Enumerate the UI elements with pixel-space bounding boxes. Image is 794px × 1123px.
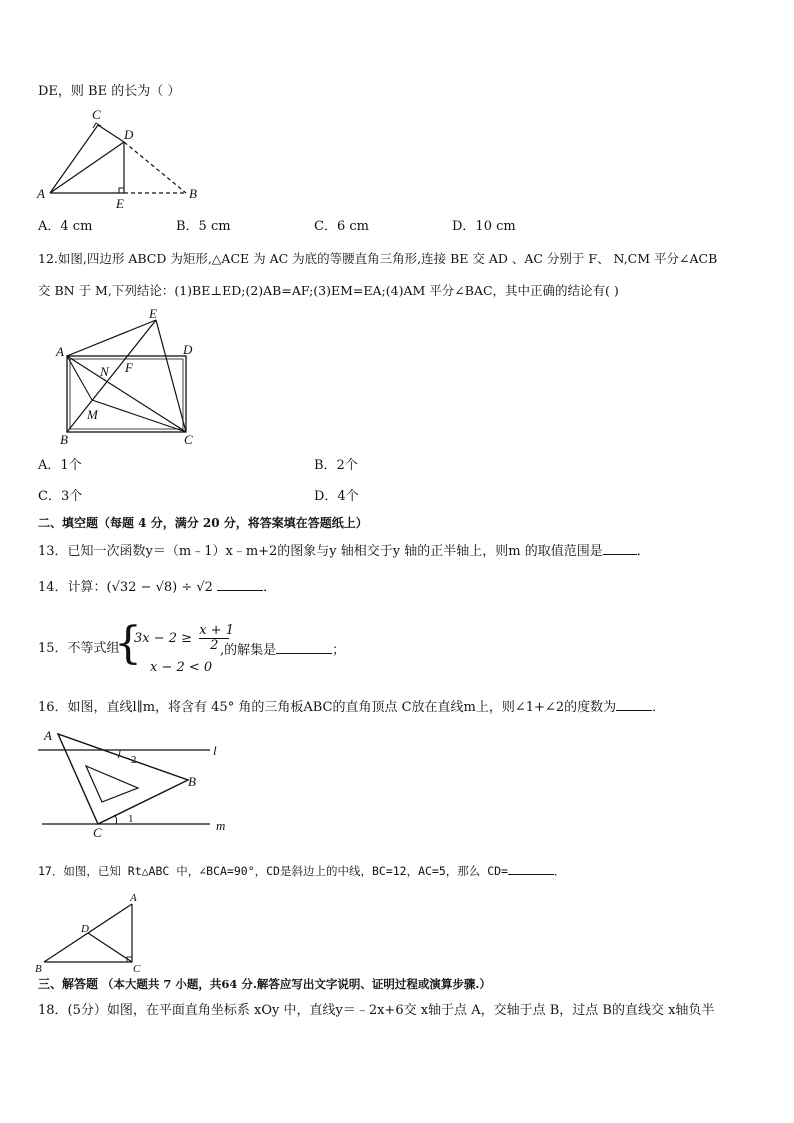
section2-title: 二、填空题（每题 4 分，满分 20 分，将答案填在答题纸上） <box>38 516 368 530</box>
q17-figure <box>34 890 154 978</box>
q11-label-E: E <box>116 196 124 211</box>
q16-parallel-lines-diagram <box>38 724 238 840</box>
q11-option-a: A．4 cm <box>38 219 93 234</box>
q12-rectangle-diagram <box>52 304 212 450</box>
q16-label-m: m <box>216 818 226 833</box>
q15-answer-blank[interactable] <box>276 641 332 654</box>
q15-suffix-line: ,的解集是 ； <box>220 643 346 658</box>
q12-text-line2: 交 BN 于 M,下列结论：(1)BE⊥ED;(2)AB=AF;(3)EM=EA;(4)AM 平分∠BAC，其中正确的结论有( ) <box>38 283 619 298</box>
q14-line: 14．计算：(√32 − √8) ÷ √2 ． <box>38 580 277 595</box>
q12-text-line1: 12.如图,四边形 ABCD 为矩形,△ACE 为 AC 为底的等腰直角三角形,连接 BE 交 AD 、AC 分别于 F、 N,CM 平分∠ACB <box>38 251 718 266</box>
q12-option-d: D．4个 <box>314 489 359 504</box>
q16-label-C: C <box>93 825 102 840</box>
q12-label-N: N <box>100 364 109 379</box>
section3-note: （本大题共 7 小题，共64 分.解答应写出文字说明、证明过程或演算步骤.） <box>101 977 491 991</box>
q16-label-2: 2 <box>131 754 137 766</box>
q17-label-B: B <box>35 963 42 975</box>
q11-option-c: C．6 cm <box>314 219 369 234</box>
q12-option-b: B．2个 <box>314 458 358 473</box>
q12-option-a: A．1个 <box>38 458 82 473</box>
q17-text: 17．如图，已知 Rt△ABC 中，∠BCA=90°，CD是斜边上的中线，BC=12，AC=5，那么 CD= <box>38 864 508 878</box>
q11-intro: DE，则 BE 的长为（ ） <box>38 84 181 99</box>
q16-text: 16．如图，直线l∥m，将含有 45° 角的三角板ABC的直角顶点 C放在直线m上，则∠1+∠2的度数为 <box>38 700 617 715</box>
q15-prefix: 15．不等式组 <box>38 641 120 656</box>
q15-ineq1: 3x − 2 ≥ $\frac{x + 1}{2}$ <box>134 623 234 653</box>
q13-text: 13．已知一次函数y＝（m﹣1）x﹣m+2的图象与y 轴相交于y 轴的正半轴上，则m 的取值范围是 <box>38 544 603 559</box>
q16-line: 16．如图，直线l∥m，将含有 45° 角的三角板ABC的直角顶点 C放在直线m上，则∠1+∠2的度数为 ． <box>38 700 666 715</box>
q12-label-M: M <box>87 407 98 422</box>
q12-option-c: C．3个 <box>38 489 83 504</box>
q16-label-A: A <box>44 728 52 743</box>
q16-figure <box>38 724 238 844</box>
q17-right-triangle-diagram <box>34 890 154 974</box>
q12-label-F: F <box>125 360 133 375</box>
q12-label-A: A <box>56 344 64 359</box>
q18-text: 18．(5分）如图，在平面直角坐标系 xOy 中，直线y＝﹣2x+6交 x轴于点 A，交轴于点 B，过点 B的直线交 x轴负半 <box>38 1003 715 1018</box>
q17-label-D: D <box>81 923 89 935</box>
q14-answer-blank[interactable] <box>217 578 263 591</box>
q11-figure <box>36 108 211 214</box>
q15-fraction: $\frac{x + 1}{2}$ <box>199 623 234 653</box>
q12-label-B: B <box>60 432 68 447</box>
q11-label-B: B <box>189 186 197 201</box>
q11-option-d: D．10 cm <box>452 219 516 234</box>
q11-triangle-diagram <box>36 108 211 210</box>
q13-answer-blank[interactable] <box>603 542 637 555</box>
q13-line: 13．已知一次函数y＝（m﹣1）x﹣m+2的图象与y 轴相交于y 轴的正半轴上，则m 的取值范围是 ． <box>38 544 650 559</box>
q11-label-C: C <box>92 107 101 122</box>
q16-label-B: B <box>188 774 196 789</box>
q15-brace: { <box>114 618 142 669</box>
q16-answer-blank[interactable] <box>616 698 652 711</box>
q12-label-C: C <box>184 432 193 447</box>
q17-line: 17．如图，已知 Rt△ABC 中，∠BCA=90°，CD是斜边上的中线，BC=12，AC=5，那么 CD= ． <box>38 864 566 878</box>
q15-ineq2: x − 2 < 0 <box>150 660 213 675</box>
q11-label-A: A <box>37 186 45 201</box>
q12-label-D: D <box>183 342 193 357</box>
q17-label-A: A <box>130 892 137 904</box>
q12-figure <box>52 304 212 454</box>
q11-label-D: D <box>124 127 134 142</box>
section3-heading <box>38 976 491 992</box>
q17-label-C: C <box>133 963 141 975</box>
q16-label-1: 1 <box>128 813 134 825</box>
q16-label-l: l <box>213 743 217 758</box>
section3-title: 三、解答题 <box>38 977 99 991</box>
q17-answer-blank[interactable] <box>508 862 554 875</box>
q11-option-b: B．5 cm <box>176 219 231 234</box>
q12-label-E: E <box>149 306 157 321</box>
q14-text: 14．计算：(√32 − √8) ÷ √2 <box>38 580 213 595</box>
